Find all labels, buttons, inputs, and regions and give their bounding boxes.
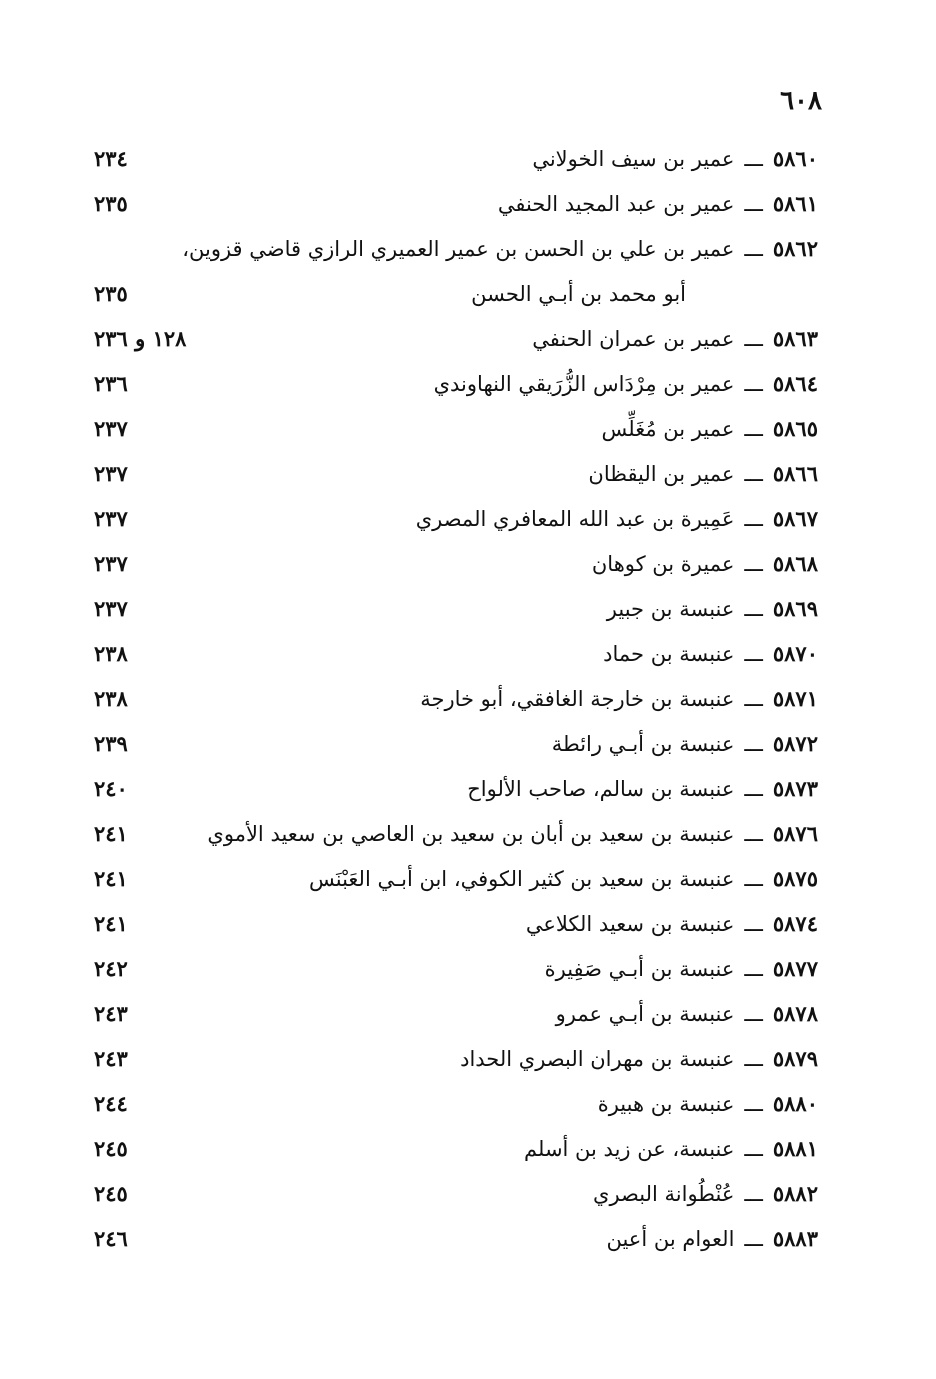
entry-pages: ٢٤٥: [94, 1136, 128, 1161]
entry-number: ٥٨٧٨: [772, 1001, 818, 1026]
entry-pages: ٢٤١: [94, 821, 128, 846]
entry-text: [416, 504, 818, 534]
dash-separator: ـــ: [744, 642, 763, 666]
entry-number: ٥٨٦٦: [772, 461, 818, 486]
entry-text: [552, 729, 818, 759]
entry-text: [603, 639, 818, 669]
index-row: [0, 273, 936, 318]
index-row: [0, 903, 936, 948]
entry-name: عمير بن علي بن الحسن بن عمير العميري الرازي قاضي قزوين،: [182, 237, 735, 261]
entry-number: ٥٨٧٣: [772, 776, 818, 801]
entry-pages: ٢٣٤: [94, 146, 128, 171]
entry-text: [434, 369, 818, 399]
entry-name: العوام بن أعين: [606, 1227, 735, 1251]
entry-continuation: أبو محمد بن أبـي الحسن: [471, 282, 686, 306]
entry-number: ٥٨٦١: [772, 191, 818, 216]
entry-pages: ٢٤٢: [94, 956, 128, 981]
page-number: ٦٠٨: [780, 86, 822, 116]
entry-text: [526, 909, 818, 939]
entry-name: عمير بن عبد المجيد الحنفي: [497, 192, 735, 216]
index-row: [0, 588, 936, 633]
entry-name: عنبسة بن أبـي عمرو: [555, 1002, 735, 1026]
entry-pages: ٢٤١: [94, 866, 128, 891]
entry-name: عنبسة بن مهران البصري الحداد: [460, 1047, 735, 1071]
entry-pages: ٢٤٤: [94, 1091, 128, 1116]
entry-number: ٥٨٨٢: [772, 1181, 818, 1206]
entry-text: [593, 1179, 818, 1209]
entry-number: ٥٨٦٨: [772, 551, 818, 576]
dash-separator: ـــ: [744, 237, 763, 261]
entry-name: عمير بن سيف الخولاني: [532, 147, 735, 171]
entry-pages: ٢٤١: [94, 911, 128, 936]
dash-separator: ـــ: [744, 552, 763, 576]
dash-separator: ـــ: [744, 1182, 763, 1206]
entry-text: [498, 189, 818, 219]
entry-text: [545, 954, 818, 984]
entry-pages: ١٢٨ و ٢٣٦: [94, 326, 187, 351]
dash-separator: ـــ: [744, 777, 763, 801]
index-row: [0, 408, 936, 453]
entry-number: ٥٨٨١: [772, 1136, 818, 1161]
entry-text: [602, 414, 818, 444]
entry-pages: ٢٣٨: [94, 686, 128, 711]
entry-name: عُنْطُوانة البصري: [593, 1182, 735, 1206]
entry-text: [420, 684, 818, 714]
entry-pages: ٢٣٧: [94, 596, 128, 621]
entry-pages: ٢٣٦: [94, 371, 128, 396]
entry-pages: ٢٣٥: [94, 191, 128, 216]
entry-name: عنبسة بن سعيد بن أبان بن سعيد بن العاصي بن سعيد الأموي: [207, 822, 735, 846]
entry-text: [532, 324, 818, 354]
entry-number: ٥٨٦٣: [772, 326, 818, 351]
dash-separator: ـــ: [744, 597, 763, 621]
entry-number: ٥٨٧٧: [772, 956, 818, 981]
index-row: [0, 498, 936, 543]
dash-separator: ـــ: [744, 1002, 763, 1026]
entry-name: عنبسة بن سعيد الكلاعي: [525, 912, 735, 936]
entry-number: ٥٨٦٢: [772, 236, 818, 261]
dash-separator: ـــ: [744, 822, 763, 846]
dash-separator: ـــ: [744, 192, 763, 216]
entry-pages: ٢٣٩: [94, 731, 128, 756]
entry-number: ٥٨٧١: [772, 686, 818, 711]
dash-separator: ـــ: [744, 507, 763, 531]
entry-number: ٥٨٧٥: [772, 866, 818, 891]
entry-pages: ٢٣٧: [94, 506, 128, 531]
index-row: [0, 543, 936, 588]
index-row: [0, 948, 936, 993]
dash-separator: ـــ: [744, 687, 763, 711]
entry-pages: ٢٣٥: [94, 281, 128, 306]
entry-name: عنبسة بن أبـي صَفِيرة: [544, 957, 735, 981]
entry-name: عمير بن مِرْدَاس الزُّرَيقي النهاوندي: [433, 372, 735, 396]
entry-name: عنبسة بن خارجة الغافقي، أبو خارجة: [420, 687, 735, 711]
index-row: [0, 138, 936, 183]
entry-number: ٥٨٧٤: [772, 911, 818, 936]
entry-text: [532, 144, 818, 174]
index-row: [0, 723, 936, 768]
entry-name: عميرة بن كوهان: [591, 552, 735, 576]
entry-pages: ٢٣٧: [94, 461, 128, 486]
index-row: [0, 858, 936, 903]
index-row: [0, 318, 936, 363]
entry-pages: ٢٣٧: [94, 416, 128, 441]
index-row: [0, 813, 936, 858]
entry-number: ٥٨٦٥: [772, 416, 818, 441]
entry-name: عنبسة بن جبير: [606, 597, 735, 621]
entry-name: عنبسة بن هبيرة: [597, 1092, 735, 1116]
dash-separator: ـــ: [744, 1092, 763, 1116]
entry-pages: ٢٤٣: [94, 1001, 128, 1026]
entry-pages: ٢٤٦: [94, 1226, 128, 1251]
entry-pages: ٢٣٨: [94, 641, 128, 666]
entry-name: عمير بن اليقظان: [588, 462, 735, 486]
entry-text: [607, 594, 818, 624]
entry-number: ٥٨٦٠: [772, 146, 818, 171]
entry-text: [606, 1224, 818, 1254]
index-row: [0, 453, 936, 498]
entry-name: عنبسة، عن زيد بن أسلم: [524, 1137, 735, 1161]
index-list: [0, 138, 936, 1263]
dash-separator: ـــ: [744, 1227, 763, 1251]
entry-name: عَمِيرة بن عبد الله المعافري المصري: [415, 507, 735, 531]
index-row: [0, 768, 936, 813]
entry-name: عنبسة بن حماد: [603, 642, 735, 666]
index-row: [0, 228, 936, 273]
entry-number: ٥٨٨٠: [772, 1091, 818, 1116]
index-row: [0, 1128, 936, 1173]
entry-text: [598, 1089, 818, 1119]
entry-pages: ٢٣٧: [94, 551, 128, 576]
entry-text: [207, 819, 818, 849]
entry-text: [182, 234, 818, 264]
index-row: [0, 1218, 936, 1263]
dash-separator: ـــ: [744, 912, 763, 936]
index-row: [0, 633, 936, 678]
entry-pages: ٢٤٣: [94, 1046, 128, 1071]
entry-pages: ٢٤٠: [94, 776, 128, 801]
entry-number: ٥٨٦٩: [772, 596, 818, 621]
entry-number: ٥٨٧٩: [772, 1046, 818, 1071]
index-row: [0, 678, 936, 723]
entry-text: [524, 1134, 818, 1164]
dash-separator: ـــ: [744, 1047, 763, 1071]
index-row: [0, 1038, 936, 1083]
index-row: [0, 363, 936, 408]
entry-text: [556, 999, 818, 1029]
entry-number: ٥٨٦٧: [772, 506, 818, 531]
index-row: [0, 993, 936, 1038]
dash-separator: ـــ: [744, 327, 763, 351]
dash-separator: ـــ: [744, 417, 763, 441]
entry-text: [592, 549, 818, 579]
dash-separator: ـــ: [744, 957, 763, 981]
entry-name: عمير بن مُغَلِّس: [601, 417, 735, 441]
entry-name: عنبسة بن سعيد بن كثير الكوفي، ابن أبـي العَبْنَس: [308, 867, 735, 891]
entry-name: عنبسة بن سالم، صاحب الألواح: [467, 777, 735, 801]
index-row: [0, 1173, 936, 1218]
entry-number: ٥٨٧٢: [772, 731, 818, 756]
entry-number: ٥٨٧٦: [772, 821, 818, 846]
index-row: [0, 183, 936, 228]
dash-separator: ـــ: [744, 867, 763, 891]
entry-text: [460, 1044, 818, 1074]
entry-text: [467, 774, 818, 804]
entry-number: ٥٨٨٣: [772, 1226, 818, 1251]
entry-name: عنبسة بن أبـي رائطة: [551, 732, 735, 756]
entry-number: ٥٨٧٠: [772, 641, 818, 666]
dash-separator: ـــ: [744, 147, 763, 171]
dash-separator: ـــ: [744, 732, 763, 756]
entry-text: [588, 459, 818, 489]
entry-text: [309, 864, 818, 894]
index-row: [0, 1083, 936, 1128]
entry-pages: ٢٤٥: [94, 1181, 128, 1206]
dash-separator: ـــ: [744, 462, 763, 486]
entry-number: ٥٨٦٤: [772, 371, 818, 396]
dash-separator: ـــ: [744, 372, 763, 396]
dash-separator: ـــ: [744, 1137, 763, 1161]
entry-name: عمير بن عمران الحنفي: [532, 327, 735, 351]
